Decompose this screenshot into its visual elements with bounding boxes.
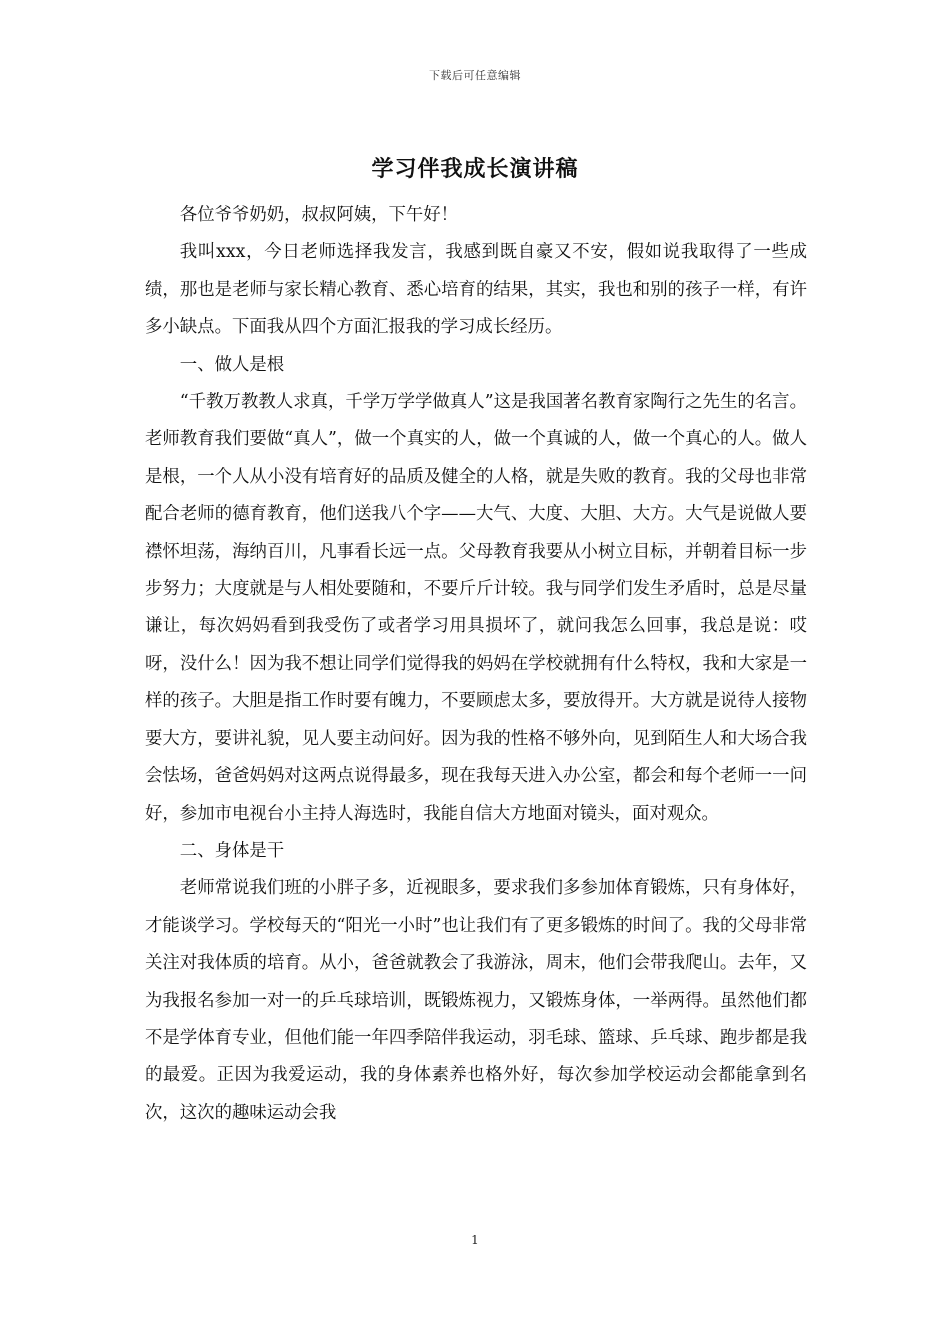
page-number: 1 <box>471 1233 479 1247</box>
header-note: 下载后可任意编辑 <box>429 69 521 82</box>
document-body <box>145 197 807 1132</box>
greeting-paragraph: 各位爷爷奶奶，叔叔阿姨，下午好！ <box>179 205 459 225</box>
section-1-paragraph: “千教万教教人求真，千学万学学做真人”这是我国著名教育家陶行之先生的名言。老师教育我们要做“真人”，做一个真实的人，做一个真诚的人，做一个真心的人。做人是根，一个人从小没有培育好的品质及健全的人格，就是失败的教育。我的父母也非常配合老师的德育教育，他们送我八个字——大气、大度、大胆、大方。大气是说做人要襟怀坦荡，海纳百川，凡事看长远一点。父母教育我要从小树立目标，并朝着目标一步步努力；大度就是与人相处要随和，不要斤斤计较。我与同学们发生矛盾时，总是尽量谦让，每次妈妈看到我受伤了或者学习用具损坏了，就问我怎么回事，我总是说：哎呀，没什么！因为我不想让同学们觉得我的妈妈在学校就拥有什么特权，我和大家是一样的孩子。大胆是指工作时要有魄力，不要顾虑太多，要放得开。大方就是说待人接物要大方，要讲礼貌，见人要主动问好。因为我的性格不够外向，见到陌生人和大场合我会怯场，爸爸妈妈对这两点说得最多，现在我每天进入办公室，都会和每个老师一一问好，参加市电视台小主持人海选时，我能自信大方地面对镜头，面对观众。 <box>145 392 807 824</box>
intro-paragraph: 我叫xxx，今日老师选择我发言，我感到既自豪又不安，假如说我取得了一些成绩，那也是老师与家长精心教育、悉心培育的结果，其实，我也和别的孩子一样，有许多小缺点。下面我从四个方面汇报我的学习成长经历。 <box>145 242 807 338</box>
section-heading-1: 一、做人是根 <box>179 354 285 375</box>
document-title: 学习伴我成长演讲稿 <box>371 156 579 182</box>
section-2-paragraph: 老师常说我们班的小胖子多，近视眼多，要求我们多参加体育锻炼，只有身体好，才能谈学习。学校每天的“阳光一小时”也让我们有了更多锻炼的时间了。我的父母非常关注对我体质的培育。从小，爸爸就教会了我游泳，周末，他们会带我爬山。去年，又为我报名参加一对一的乒乓球培训，既锻炼视力，又锻炼身体，一举两得。虽然他们都不是学体育专业，但他们能一年四季陪伴我运动，羽毛球、篮球、乒乓球、跑步都是我的最爱。正因为我爱运动，我的身体素养也格外好，每次参加学校运动会都能拿到名次，这次的趣味运动会我 <box>145 878 807 1123</box>
section-heading-2: 二、身体是干 <box>179 840 285 861</box>
